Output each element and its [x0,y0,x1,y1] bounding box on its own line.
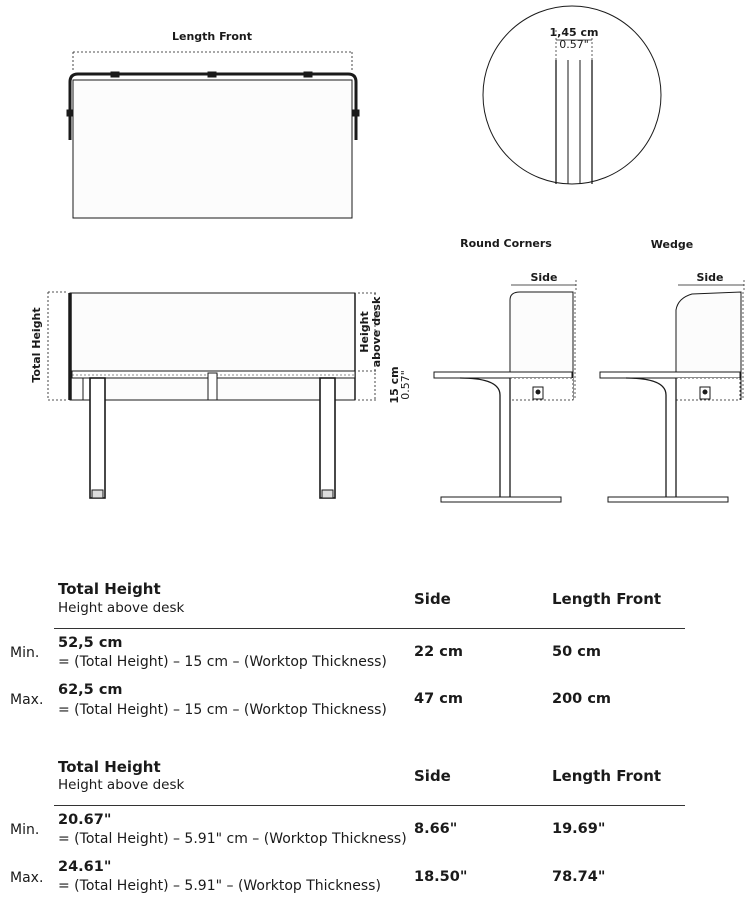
imperial-min-label: Min. [10,822,40,838]
gap-cm-label: 15 cm [388,366,401,404]
metric-min-height: 52,5 cm [58,635,123,651]
length-front-label: Length Front [172,30,252,43]
imperial-min-side: 8.66" [414,821,458,837]
metric-max-formula: = (Total Height) – 15 cm – (Worktop Thickness) [58,702,387,718]
height-label: Height [358,311,371,353]
metric-min-formula: = (Total Height) – 15 cm – (Worktop Thickness) [58,654,387,670]
metric-header-title: Total Height [58,580,161,598]
wedge-side-label: Side [696,271,724,284]
metric-header-side: Side [414,590,451,608]
metric-min-length: 50 cm [552,644,601,660]
metric-min-label: Min. [10,645,40,661]
imperial-header-rule [54,805,685,806]
front-view-drawing [30,292,412,498]
metric-max-height: 62,5 cm [58,682,123,698]
imperial-min-height: 20.67" [58,812,112,828]
metric-header-rule [54,628,685,629]
imperial-min-formula: = (Total Height) – 5.91" cm – (Worktop Thickness) [58,831,407,847]
imperial-max-length: 78.74" [552,869,606,885]
metric-max-length: 200 cm [552,691,612,707]
imperial-header-subtitle: Height above desk [58,777,185,793]
imperial-max-label: Max. [10,870,44,886]
imperial-header-length: Length Front [552,767,662,785]
imperial-header-title: Total Height [58,758,161,776]
imperial-max-side: 18.50" [414,869,468,885]
round-corners-side-label: Side [530,271,558,284]
imperial-max-formula: = (Total Height) – 5.91" – (Worktop Thickness) [58,878,381,894]
round-corners-drawing [434,237,576,502]
top-view-drawing [67,30,359,218]
thickness-cm-label: 1,45 cm [549,26,599,39]
imperial-min-length: 19.69" [552,821,606,837]
imperial-max-height: 24.61" [58,859,112,875]
imperial-header-side: Side [414,767,451,785]
metric-min-side: 22 cm [414,644,463,660]
round-corners-title: Round Corners [460,237,552,250]
gap-in-label: 0.57" [399,370,412,400]
metric-max-side: 47 cm [414,691,463,707]
wedge-drawing [600,238,744,502]
thickness-in-label: 0.57" [559,38,589,51]
metric-max-label: Max. [10,692,44,708]
metric-header-length: Length Front [552,590,662,608]
metric-header-subtitle: Height above desk [58,600,185,616]
thickness-detail-drawing [483,6,661,184]
wedge-title: Wedge [650,238,694,251]
total-height-label: Total Height [30,307,43,383]
height-above-desk-label: above desk [370,296,383,368]
